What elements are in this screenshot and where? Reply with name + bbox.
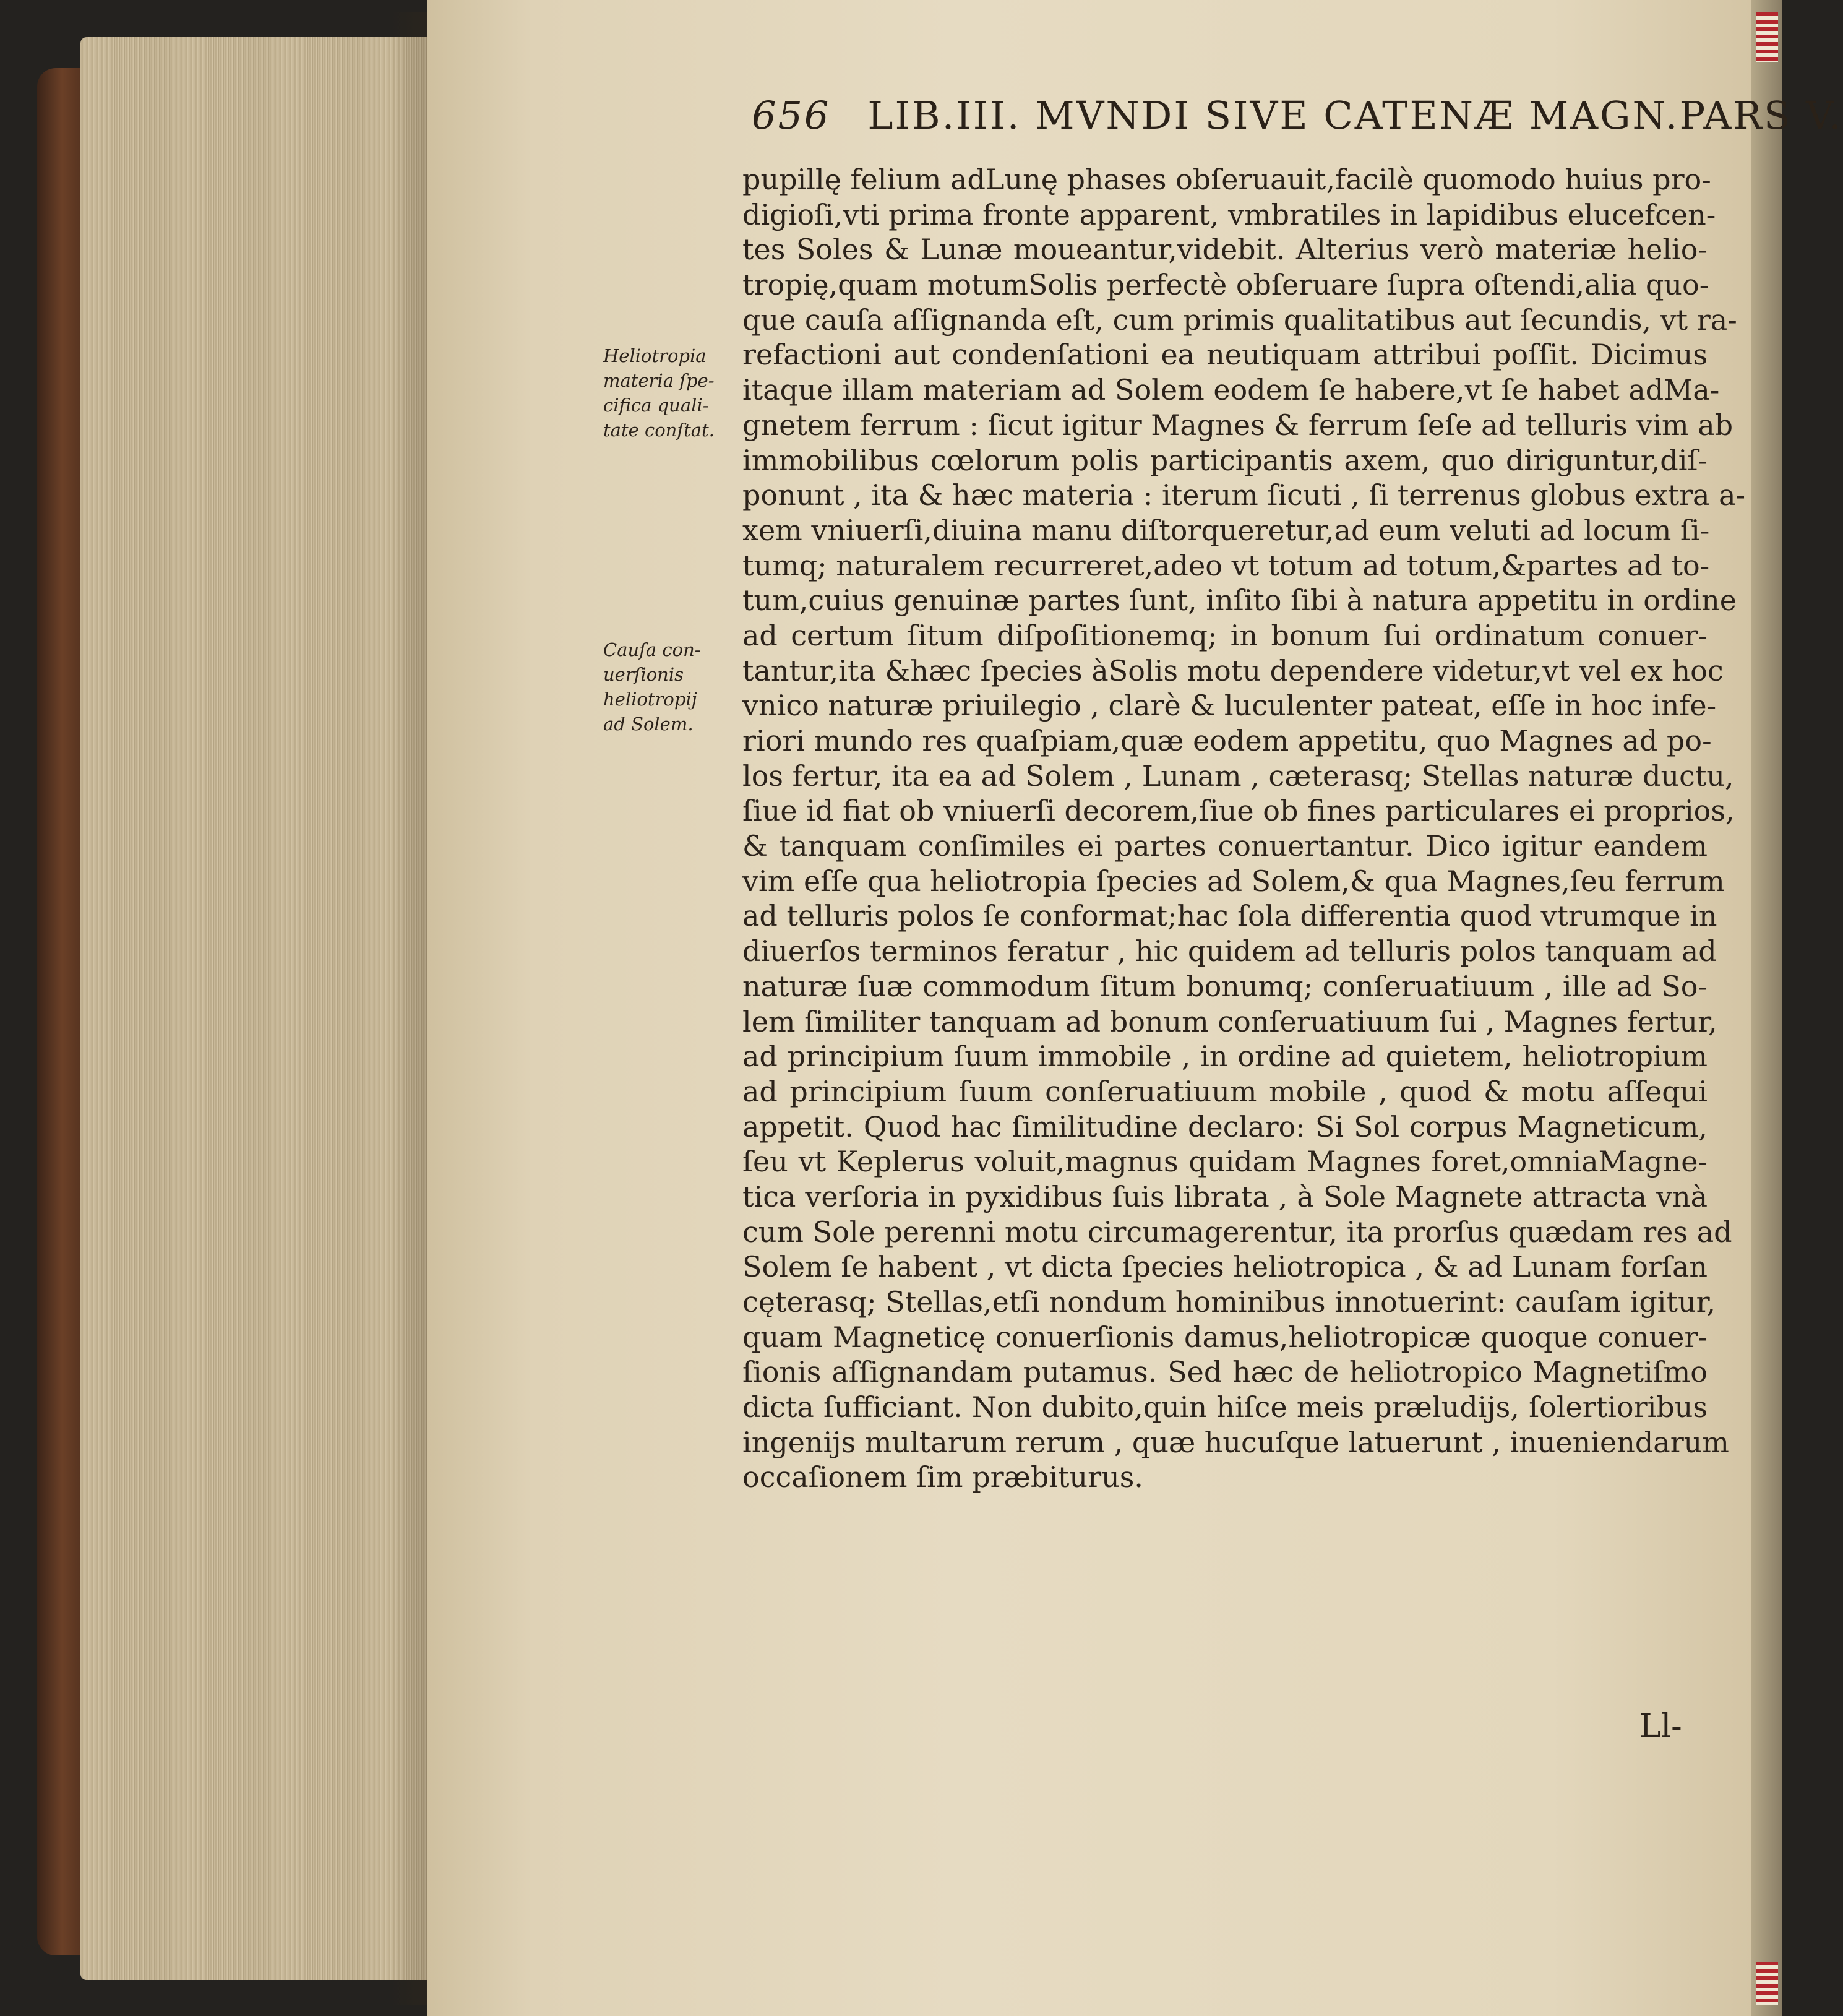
text-line: immobilibus cœlorum polis participantis axem, quo diriguntur,diſ-: [742, 443, 1708, 477]
text-line: tes Soles & Lunæ moueantur,videbit. Alterius verò materiæ helio-: [742, 233, 1708, 267]
text-line: vim eſſe qua heliotropia ſpecies ad Solem,& qua Magnes,ſeu ferrum: [742, 864, 1725, 898]
text-line: riori mundo res quaſpiam,quæ eodem appetitu, quo Magnes ad po-: [742, 724, 1712, 757]
text-line: digioſi,vti prima fronte apparent, vmbratiles in lapidibus elucefcen-: [742, 197, 1716, 231]
text-line: cum Sole perenni motu circumagerentur, ita prorſus quædam res ad: [742, 1215, 1732, 1249]
text-line: ſionis aſſignandam putamus. Sed hæc de heliotropico Magnetiſmo: [742, 1355, 1708, 1389]
text-line: ad certum ſitum diſpoſitionemq; in bonum ſui ordinatum conuer-: [742, 618, 1708, 652]
margin-line: cifica quali-: [603, 395, 709, 416]
catchword: Ll-: [1639, 1708, 1682, 1745]
text-line: tica verſoria in pyxidibus ſuis librata , à Sole Magnete attracta vnà: [742, 1179, 1708, 1213]
bookmark-ribbon-bottom: [1756, 1962, 1778, 2005]
margin-line: heliotropij: [603, 689, 697, 710]
text-line: dicta ſufficiant. Non dubito,quin hiſce meis præludijs, ſolertioribus: [742, 1390, 1708, 1424]
text-line: refactioni aut condenſationi ea neutiquam attribui poſſit. Dicimus: [742, 338, 1708, 372]
text-line: itaque illam materiam ad Solem eodem ſe habere,vt ſe habet adMa-: [742, 373, 1720, 407]
text-line: tantur,ita &hæc ſpecies àSolis motu dependere videtur,vt vel ex hoc: [742, 653, 1724, 687]
bookmark-ribbon-top: [1756, 12, 1778, 62]
running-header: [752, 93, 1843, 149]
text-line: vnico naturæ priuilegio , clarè & luculenter pateat, eſſe in hoc infe-: [742, 689, 1717, 723]
text-line: ad telluris polos ſe conformat;hac ſola differentia quod vtrumque in: [742, 899, 1717, 933]
marginal-note-causa: [603, 637, 736, 736]
text-line: occaſionem ſim præbiturus.: [742, 1460, 1143, 1494]
text-line: ad principium ſuum immobile , in ordine ad quietem, heliotropium: [742, 1040, 1708, 1074]
text-line: quam Magneticę conuerſionis damus,heliotropicæ quoque conuer-: [742, 1320, 1708, 1354]
page-stack-edges: [80, 37, 427, 1980]
text-line: lem ſimiliter tanquam ad bonum conſeruatiuum ſui , Magnes fertur,: [742, 1004, 1717, 1038]
right-page-edge: [1751, 0, 1782, 2016]
text-line: appetit. Quod hac ſimilitudine declaro: Si Sol corpus Magneticum,: [742, 1109, 1708, 1144]
text-line: naturæ ſuæ commodum ſitum bonumq; conſeruatiuum , ille ad So-: [742, 969, 1708, 1003]
margin-line: tate conſtat.: [603, 420, 715, 441]
marginal-note-heliotropia: [603, 343, 736, 442]
text-line: ſeu vt Keplerus voluit,magnus quidam Magnes foret,omniaMagne-: [742, 1145, 1708, 1179]
text-line: gnetem ferrum : ſicut igitur Magnes & ferrum ſeſe ad telluris vim ab: [742, 408, 1733, 442]
text-line: & tanquam conſimiles ei partes conuertantur. Dico igitur eandem: [742, 829, 1708, 863]
margin-line: Cauſa con-: [603, 639, 701, 660]
margin-line: uerſionis: [603, 664, 684, 685]
text-line: ad principium ſuum conſeruatiuum mobile , quod & motu aſſequi: [742, 1074, 1708, 1108]
text-line: tropię,quam motumSolis perfectè obſeruare ſupra oſtendi,alia quo-: [742, 268, 1709, 302]
running-title: LIB.III. MVNDI SIVE CATENÆ MAGN.PARS V.: [867, 93, 1843, 138]
page-number: 656: [752, 93, 831, 138]
margin-line: ad Solem.: [603, 713, 694, 734]
text-line: tum,cuius genuinæ partes ſunt, inſito ſibi à natura appetitu in ordine: [742, 584, 1737, 618]
text-line: ingenijs multarum rerum , quæ hucuſque latuerunt , inueniendarum: [742, 1425, 1729, 1459]
text-line: Solem ſe habent , vt dicta ſpecies heliotropica , & ad Lunam forſan: [742, 1250, 1708, 1284]
text-line: cęterasq; Stellas,etſi nondum hominibus innotuerint: cauſam igitur,: [742, 1285, 1716, 1319]
margin-line: Heliotropia: [603, 345, 707, 366]
text-line: tumq; naturalem recurreret,adeo vt totum ad totum,&partes ad to-: [742, 548, 1710, 582]
text-line: pupillę felium adLunę phases obſeruauit,facilè quomodo huius pro-: [742, 163, 1711, 196]
body-text: [742, 162, 1746, 1495]
text-line: ponunt , ita & hæc materia : iterum ſicuti , ſi terrenus globus extra a-: [742, 478, 1746, 512]
text-line: xem vniuerſi,diuina manu diſtorqueretur,ad eum veluti ad locum ſi-: [742, 513, 1710, 547]
text-line: ſiue id fiat ob vniuerſi decorem,ſiue ob fines particulares ei proprios,: [742, 794, 1735, 828]
margin-line: materia ſpe-: [603, 370, 715, 391]
text-line: los fertur, ita ea ad Solem , Lunam , cæterasq; Stellas naturæ ductu,: [742, 759, 1734, 793]
text-line: que cauſa aſſignanda eſt, cum primis qualitatibus aut ſecundis, vt ra-: [742, 303, 1737, 337]
text-line: diuerſos terminos feratur , hic quidem ad telluris polos tanquam ad: [742, 934, 1717, 968]
